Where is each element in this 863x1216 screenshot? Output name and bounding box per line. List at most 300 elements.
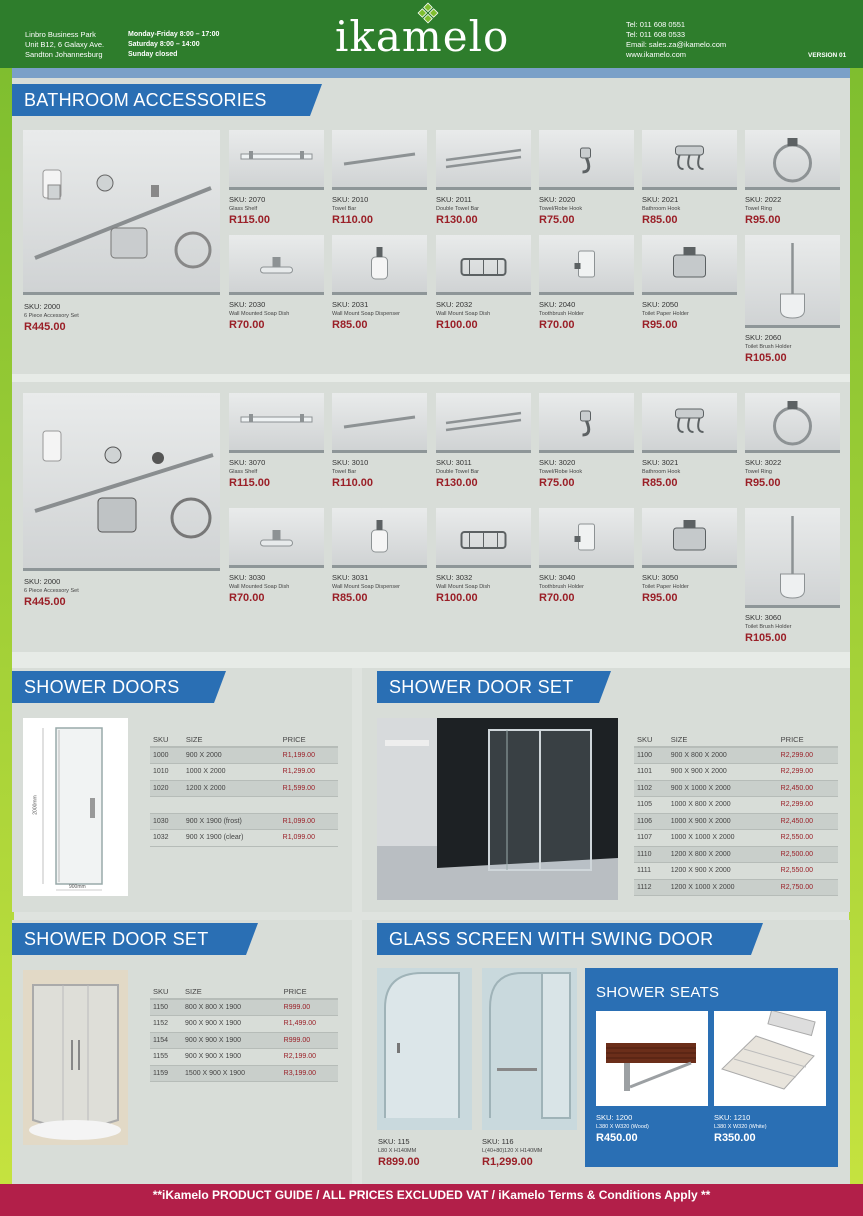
- product-price: R70.00: [539, 592, 575, 604]
- table-cell: 1150: [150, 999, 182, 1016]
- sku-label: SKU: 2000: [24, 302, 61, 311]
- panel-divider: [12, 374, 850, 382]
- product-price: R1,299.00: [482, 1156, 533, 1168]
- column-header: PRICE: [281, 985, 338, 999]
- product-name: Towel Bar: [332, 206, 357, 212]
- table-cell: 1200 X 2000: [183, 780, 280, 797]
- table-cell: R1,199.00: [280, 747, 338, 764]
- table-cell: 1000 X 900 X 2000: [668, 813, 778, 830]
- product-price: R445.00: [24, 596, 66, 608]
- product-name: Towel Ring: [745, 206, 772, 212]
- product-card[interactable]: [745, 614, 791, 642]
- table-cell: 1110: [634, 846, 668, 863]
- product-name: Double Towel Bar: [436, 469, 480, 475]
- column-header: PRICE: [778, 733, 838, 747]
- sku-label: SKU: 3031: [332, 573, 369, 582]
- product-card[interactable]: [745, 334, 791, 362]
- product-price: R130.00: [436, 214, 478, 226]
- table-cell: 1155: [150, 1049, 182, 1066]
- product-image[interactable]: [332, 130, 427, 190]
- product-image[interactable]: [642, 393, 737, 453]
- bar-icon: [332, 393, 427, 453]
- glass-screen-icon: [482, 968, 577, 1130]
- product-name: Toilet Paper Holder: [642, 311, 689, 317]
- table-row[interactable]: [150, 764, 338, 781]
- product-price: R75.00: [539, 214, 575, 226]
- table-cell: 900 X 1900 (frost): [183, 813, 280, 830]
- product-card[interactable]: [539, 196, 582, 224]
- table-cell: 1102: [634, 780, 668, 797]
- product-card[interactable]: [714, 1114, 767, 1142]
- product-price: R110.00: [332, 214, 373, 226]
- product-card[interactable]: [436, 459, 479, 487]
- dbar-icon: [436, 130, 531, 190]
- brand-logo[interactable]: ikamelo: [335, 12, 510, 61]
- tumbler-icon: [539, 508, 634, 568]
- product-price: R105.00: [745, 632, 787, 644]
- product-name: Toothbrush Holder: [539, 584, 584, 590]
- product-price: R100.00: [436, 592, 478, 604]
- product-price: R115.00: [229, 477, 270, 489]
- product-image[interactable]: [539, 235, 634, 295]
- product-price: R130.00: [436, 477, 478, 489]
- sku-label: SKU: 2060: [745, 333, 782, 342]
- table-row[interactable]: [634, 747, 838, 764]
- product-image[interactable]: [229, 235, 324, 295]
- soapdish-icon: [229, 235, 324, 295]
- product-card[interactable]: [436, 301, 490, 329]
- shower-seats-title: SHOWER SEATS: [596, 984, 720, 1001]
- sku-label: SKU: 2020: [539, 195, 576, 204]
- dispenser-icon: [332, 508, 427, 568]
- table-header-row: [150, 733, 338, 747]
- product-name: Towel/Robe Hook: [539, 469, 583, 475]
- top-blue-band: [12, 68, 850, 78]
- brush-icon: [745, 235, 840, 328]
- sku-label: SKU: 116: [482, 1137, 514, 1146]
- table-cell: 1200 X 900 X 2000: [668, 863, 778, 880]
- table-cell: 1106: [634, 813, 668, 830]
- shower-seat-wood-image[interactable]: [596, 1011, 708, 1106]
- product-card[interactable]: [229, 574, 289, 602]
- section-title-bathroom: BATHROOM ACCESSORIES: [12, 84, 310, 116]
- address-line: Sandton Johannesburg: [25, 50, 103, 59]
- product-price: R450.00: [596, 1132, 638, 1144]
- product-image[interactable]: [745, 130, 840, 190]
- product-name: 6 Piece Accessory Set: [24, 588, 79, 594]
- product-card[interactable]: [642, 301, 689, 329]
- product-card[interactable]: [229, 196, 270, 224]
- product-price: R350.00: [714, 1132, 756, 1144]
- column-header: SKU: [634, 733, 668, 747]
- table-cell: [150, 797, 183, 814]
- table-cell: R2,299.00: [778, 797, 838, 814]
- sku-label: SKU: 2022: [745, 195, 782, 204]
- product-name: Toilet Brush Holder: [745, 624, 792, 630]
- bar-icon: [332, 130, 427, 190]
- shower-door-set-2-image[interactable]: [23, 970, 128, 1145]
- shower-doors-table: [150, 733, 338, 847]
- table-row[interactable]: [150, 797, 338, 814]
- table-cell: 1152: [150, 1016, 182, 1033]
- product-image[interactable]: [642, 130, 737, 190]
- product-price: R70.00: [229, 319, 265, 331]
- sku-label: SKU: 3030: [229, 573, 266, 582]
- product-price: R70.00: [229, 592, 265, 604]
- address-block: [25, 30, 104, 60]
- table-cell: R1,099.00: [280, 830, 338, 847]
- product-image[interactable]: [436, 508, 531, 568]
- table-row[interactable]: [150, 1016, 338, 1033]
- address-line: Linbro Business Park: [25, 30, 96, 39]
- table-cell: 1032: [150, 830, 183, 847]
- product-image[interactable]: [436, 130, 531, 190]
- product-price: R95.00: [745, 214, 781, 226]
- sku-label: SKU: 2021: [642, 195, 679, 204]
- product-price: R899.00: [378, 1156, 420, 1168]
- website-link[interactable]: www.ikamelo.com: [626, 50, 687, 59]
- product-name: 6 Piece Accessory Set: [24, 313, 79, 319]
- dimension-width-label: 900mm: [69, 884, 86, 890]
- section-title-glass-screen: GLASS SCREEN WITH SWING DOOR: [377, 923, 751, 955]
- product-image-accessory-set-2[interactable]: [23, 393, 220, 571]
- table-cell: R2,299.00: [778, 747, 838, 764]
- table-cell: R1,599.00: [280, 780, 338, 797]
- table-cell: 900 X 900 X 1900: [182, 1032, 281, 1049]
- table-cell: 1111: [634, 863, 668, 880]
- dispenser-icon: [332, 235, 427, 295]
- shower-door-set-table: [634, 733, 838, 896]
- product-card[interactable]: [332, 459, 373, 487]
- table-cell: 1010: [150, 764, 183, 781]
- shower-door-diagram-icon: [23, 718, 128, 896]
- product-card[interactable]: [539, 574, 584, 602]
- sku-label: SKU: 1210: [714, 1113, 751, 1122]
- dbar-icon: [436, 393, 531, 453]
- product-name: L80 X H140MM: [378, 1148, 417, 1154]
- glass-screen-icon: [377, 968, 472, 1130]
- product-price: R85.00: [332, 592, 368, 604]
- product-name: Toilet Brush Holder: [745, 344, 792, 350]
- hook3-icon: [642, 130, 737, 190]
- product-card[interactable]: [229, 301, 289, 329]
- table-cell: 1000 X 800 X 2000: [668, 797, 778, 814]
- sku-label: SKU: 3032: [436, 573, 473, 582]
- table-row[interactable]: [150, 1032, 338, 1049]
- product-image[interactable]: [539, 508, 634, 568]
- basket-icon: [436, 235, 531, 295]
- product-name: Towel Ring: [745, 469, 772, 475]
- product-card[interactable]: [596, 1114, 649, 1142]
- table-cell: R2,500.00: [778, 846, 838, 863]
- table-cell: 1101: [634, 764, 668, 781]
- tumbler-icon: [539, 235, 634, 295]
- section-title-shower-door-set-2: SHOWER DOOR SET: [12, 923, 246, 955]
- product-image[interactable]: [229, 393, 324, 453]
- product-name: Glass Shelf: [229, 469, 258, 475]
- brush-icon: [745, 508, 840, 608]
- sku-label: SKU: 2050: [642, 300, 679, 309]
- shower-seats-box: [585, 968, 838, 1167]
- table-cell: 1105: [634, 797, 668, 814]
- paper-icon: [642, 235, 737, 295]
- table-cell: 1000 X 2000: [183, 764, 280, 781]
- accessory-set-icon: [23, 393, 220, 571]
- table-cell: R1,499.00: [281, 1016, 338, 1033]
- table-cell: 1000 X 1000 X 2000: [668, 830, 778, 847]
- sku-label: SKU: 3060: [745, 613, 782, 622]
- product-card[interactable]: [745, 196, 781, 224]
- table-cell: 1154: [150, 1032, 182, 1049]
- table-cell: 1200 X 800 X 2000: [668, 846, 778, 863]
- version-label: VERSION 01: [808, 52, 847, 59]
- product-price: R105.00: [745, 352, 787, 364]
- product-card[interactable]: [24, 578, 79, 606]
- table-cell: R2,450.00: [778, 813, 838, 830]
- product-price: R75.00: [539, 477, 575, 489]
- sku-label: SKU: 3011: [436, 458, 472, 467]
- product-price: R115.00: [229, 214, 270, 226]
- product-card[interactable]: [332, 196, 373, 224]
- hours-block: [128, 30, 219, 60]
- product-image[interactable]: [745, 393, 840, 453]
- product-price: R95.00: [745, 477, 781, 489]
- right-edge-gradient: [849, 68, 863, 1184]
- table-cell: R2,199.00: [281, 1049, 338, 1066]
- sku-label: SKU: 2070: [229, 195, 266, 204]
- product-image[interactable]: [436, 235, 531, 295]
- table-row[interactable]: [634, 780, 838, 797]
- product-name: Wall Mounted Soap Dish: [229, 584, 290, 590]
- section-title-shower-doors: SHOWER DOORS: [12, 671, 214, 703]
- product-name: Wall Mount Soap Dish: [436, 584, 491, 590]
- glass-screen-image-1[interactable]: [377, 968, 472, 1130]
- product-card[interactable]: [229, 459, 270, 487]
- wooden-seat-icon: [596, 1011, 708, 1106]
- sku-label: SKU: 3040: [539, 573, 576, 582]
- column-header: SIZE: [668, 733, 778, 747]
- product-name: Toothbrush Holder: [539, 311, 584, 317]
- product-card[interactable]: [24, 303, 79, 331]
- ring-icon: [745, 393, 840, 453]
- product-price: R110.00: [332, 477, 373, 489]
- phone-line: Tel: 011 608 0533: [626, 30, 686, 39]
- white-seat-icon: [714, 1011, 826, 1106]
- table-row[interactable]: [150, 813, 338, 830]
- sku-label: SKU: 2031: [332, 300, 369, 309]
- shower-enclosure-photo-icon: [377, 718, 618, 900]
- column-header: SKU: [150, 733, 183, 747]
- table-cell: R2,550.00: [778, 863, 838, 880]
- product-name: Toilet Paper Holder: [642, 584, 689, 590]
- product-name: L(40+80)120 X H140MM: [482, 1148, 543, 1154]
- hook3-icon: [642, 393, 737, 453]
- table-cell: 1200 X 1000 X 2000: [668, 879, 778, 896]
- shower-door-set-2-table: [150, 985, 338, 1082]
- footer-banner: **iKamelo PRODUCT GUIDE / ALL PRICES EXCLUDED VAT / iKamelo Terms & Conditions Apply **: [0, 1184, 863, 1216]
- sku-label: SKU: 1200: [596, 1113, 633, 1122]
- table-cell: 1107: [634, 830, 668, 847]
- column-header: SKU: [150, 985, 182, 999]
- table-cell: [280, 797, 338, 814]
- quadrant-shower-icon: [23, 970, 128, 1145]
- table-cell: 900 X 1900 (clear): [183, 830, 280, 847]
- product-price: R85.00: [642, 214, 678, 226]
- product-price: R85.00: [332, 319, 368, 331]
- table-cell: 800 X 800 X 1900: [182, 999, 281, 1016]
- table-cell: 900 X 900 X 1900: [182, 1016, 281, 1033]
- product-card[interactable]: [642, 459, 680, 487]
- sku-label: SKU: 3022: [745, 458, 782, 467]
- sku-label: SKU: 115: [378, 1137, 410, 1146]
- table-row[interactable]: [634, 863, 838, 880]
- product-card[interactable]: [378, 1138, 420, 1166]
- table-row[interactable]: [150, 747, 338, 764]
- table-header-row: [150, 985, 338, 999]
- product-card[interactable]: [332, 301, 400, 329]
- table-cell: 900 X 900 X 1900: [182, 1049, 281, 1066]
- product-image[interactable]: [642, 235, 737, 295]
- panel-divider: [12, 652, 850, 668]
- product-image[interactable]: [642, 508, 737, 568]
- sku-label: SKU: 2040: [539, 300, 576, 309]
- table-cell: 900 X 900 X 2000: [668, 764, 778, 781]
- product-image[interactable]: [745, 508, 840, 608]
- sku-label: SKU: 2032: [436, 300, 473, 309]
- page-header: [0, 0, 863, 68]
- section-title-shower-door-set: SHOWER DOOR SET: [377, 671, 599, 703]
- product-image[interactable]: [436, 393, 531, 453]
- table-row[interactable]: [634, 797, 838, 814]
- table-row[interactable]: [634, 813, 838, 830]
- product-card[interactable]: [436, 196, 479, 224]
- product-card[interactable]: [332, 574, 400, 602]
- product-image[interactable]: [332, 393, 427, 453]
- product-name: Wall Mount Soap Dish: [436, 311, 491, 317]
- hours-line: Monday-Friday 8:00 – 17:00: [128, 31, 220, 38]
- table-cell: R2,550.00: [778, 830, 838, 847]
- product-price: R95.00: [642, 592, 678, 604]
- table-cell: R2,450.00: [778, 780, 838, 797]
- product-price: R85.00: [642, 477, 678, 489]
- column-header: SIZE: [182, 985, 281, 999]
- product-card[interactable]: [642, 574, 689, 602]
- shelf-icon: [229, 393, 324, 453]
- product-card[interactable]: [482, 1138, 542, 1166]
- sku-label: SKU: 2010: [332, 195, 369, 204]
- column-header: SIZE: [183, 733, 280, 747]
- sku-label: SKU: 2011: [436, 195, 472, 204]
- shower-door-set-image[interactable]: [377, 718, 618, 900]
- table-row[interactable]: [150, 780, 338, 797]
- sku-label: SKU: 3070: [229, 458, 266, 467]
- shelf-icon: [229, 130, 324, 190]
- product-name: L380 X W320 (Wood): [596, 1124, 649, 1130]
- product-name: Glass Shelf: [229, 206, 258, 212]
- table-cell: 900 X 1000 X 2000: [668, 780, 778, 797]
- table-cell: R1,299.00: [280, 764, 338, 781]
- product-image[interactable]: [229, 130, 324, 190]
- table-cell: R999.00: [281, 1032, 338, 1049]
- sku-label: SKU: 3010: [332, 458, 369, 467]
- table-cell: 900 X 800 X 2000: [668, 747, 778, 764]
- shower-seat-white-image[interactable]: [714, 1011, 826, 1106]
- table-cell: R2,299.00: [778, 764, 838, 781]
- product-image[interactable]: [229, 508, 324, 568]
- product-name: Bathroom Hook: [642, 469, 681, 475]
- product-card[interactable]: [539, 301, 584, 329]
- product-name: Wall Mount Soap Dispenser: [332, 584, 400, 590]
- hours-line: Sunday closed: [128, 51, 178, 58]
- table-row[interactable]: [150, 830, 338, 847]
- table-cell: 1159: [150, 1065, 182, 1082]
- product-name: L380 X W320 (White): [714, 1124, 767, 1130]
- table-cell: R2,750.00: [778, 879, 838, 896]
- table-row[interactable]: [634, 830, 838, 847]
- product-card[interactable]: [745, 459, 781, 487]
- phone-line: Tel: 011 608 0551: [626, 20, 686, 29]
- table-cell: 1030: [150, 813, 183, 830]
- table-row[interactable]: [150, 1049, 338, 1066]
- product-card[interactable]: [539, 459, 582, 487]
- sku-label: SKU: 3021: [642, 458, 679, 467]
- sku-label: SKU: 3050: [642, 573, 679, 582]
- glass-screen-image-2[interactable]: [482, 968, 577, 1130]
- table-cell: R999.00: [281, 999, 338, 1016]
- product-price: R95.00: [642, 319, 678, 331]
- table-cell: 1000: [150, 747, 183, 764]
- dimension-height-label: 2000mm: [32, 795, 39, 815]
- product-image[interactable]: [539, 130, 634, 190]
- product-price: R100.00: [436, 319, 478, 331]
- table-row[interactable]: [150, 1065, 338, 1082]
- table-row[interactable]: [634, 764, 838, 781]
- column-header: PRICE: [280, 733, 338, 747]
- email-line[interactable]: Email: sales.za@ikamelo.com: [626, 40, 727, 49]
- hours-line: Saturday 8:00 – 14:00: [128, 41, 200, 48]
- product-card[interactable]: [436, 574, 490, 602]
- table-cell: 900 X 2000: [183, 747, 280, 764]
- product-price: R445.00: [24, 321, 66, 333]
- paper-icon: [642, 508, 737, 568]
- product-image[interactable]: [745, 235, 840, 328]
- product-name: Bathroom Hook: [642, 206, 681, 212]
- product-image-accessory-set[interactable]: [23, 130, 220, 295]
- table-row[interactable]: [634, 846, 838, 863]
- table-row[interactable]: [634, 879, 838, 896]
- basket-icon: [436, 508, 531, 568]
- soapdish-icon: [229, 508, 324, 568]
- shower-door-image[interactable]: [23, 718, 128, 896]
- product-card[interactable]: [642, 196, 680, 224]
- hook-icon: [539, 393, 634, 453]
- table-cell: [183, 797, 280, 814]
- product-image[interactable]: [332, 508, 427, 568]
- product-image[interactable]: [332, 235, 427, 295]
- product-image[interactable]: [539, 393, 634, 453]
- table-cell: R3,199.00: [281, 1065, 338, 1082]
- product-name: Towel/Robe Hook: [539, 206, 583, 212]
- ring-icon: [745, 130, 840, 190]
- table-header-row: [634, 733, 838, 747]
- product-name: Double Towel Bar: [436, 206, 480, 212]
- table-cell: 1100: [634, 747, 668, 764]
- accessory-set-icon: [23, 130, 220, 295]
- table-cell: 1500 X 900 X 1900: [182, 1065, 281, 1082]
- table-row[interactable]: [150, 999, 338, 1016]
- sku-label: SKU: 3020: [539, 458, 576, 467]
- contact-block: [626, 20, 726, 60]
